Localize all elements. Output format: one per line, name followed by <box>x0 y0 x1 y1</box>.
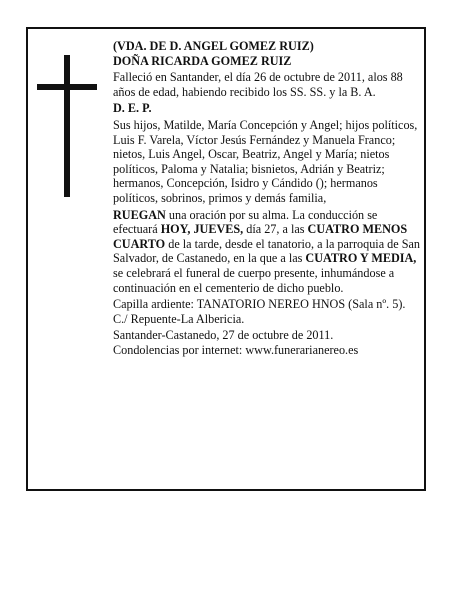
death-notice: Falleció en Santander, el día 26 de octubre de 2011, alos 88 años de edad, habiendo recibido los SS. SS. y la B. A. <box>113 70 403 99</box>
funeral-request: RUEGAN una oración por su alma. La conducción se efectuará HOY, JUEVES, día 27, a las CUATRO MENOS CUARTO de la tarde, desde el tanatorio, a la parroquia de San Salvador, de Castanedo, en la que a las CUATRO Y MEDIA, se celebrará el funeral de cuerpo presente, inhumándose a continuación en el cementerio de dicho pueblo. <box>113 207 420 295</box>
widow-of-line: (VDA. DE D. ANGEL GOMEZ RUIZ) <box>113 39 314 53</box>
chapel-info: Capilla ardiente: TANATORIO NEREO HNOS (Sala nº. 5). C./ Repuente-La Albericia. <box>113 297 406 326</box>
obituary-text <box>113 39 423 357</box>
rip-line: D. E. P. <box>113 101 152 116</box>
place-date: Santander-Castanedo, 27 de octubre de 2011. <box>113 328 334 343</box>
condolences-info: Condolencias por internet: www.funerarianereo.es <box>113 342 359 357</box>
cross-icon-bar <box>37 84 97 90</box>
deceased-name: DOÑA RICARDA GOMEZ RUIZ <box>113 53 292 68</box>
cross-icon <box>64 55 70 197</box>
family-list: Sus hijos, Matilde, María Concepción y Angel; hijos políticos, Luis F. Varela, Víctor Jesús Fernández y Manuela Franco; nietos, Luis Angel, Oscar, Beatriz, Angel y María; nietos políticos, Paloma y Natalia; bisnietos, Adrián y Beatriz; hermanos, Concepción, Isidro y Cándido (); hermanos políticos, sobrinos, primos y demás familia, <box>113 117 418 205</box>
